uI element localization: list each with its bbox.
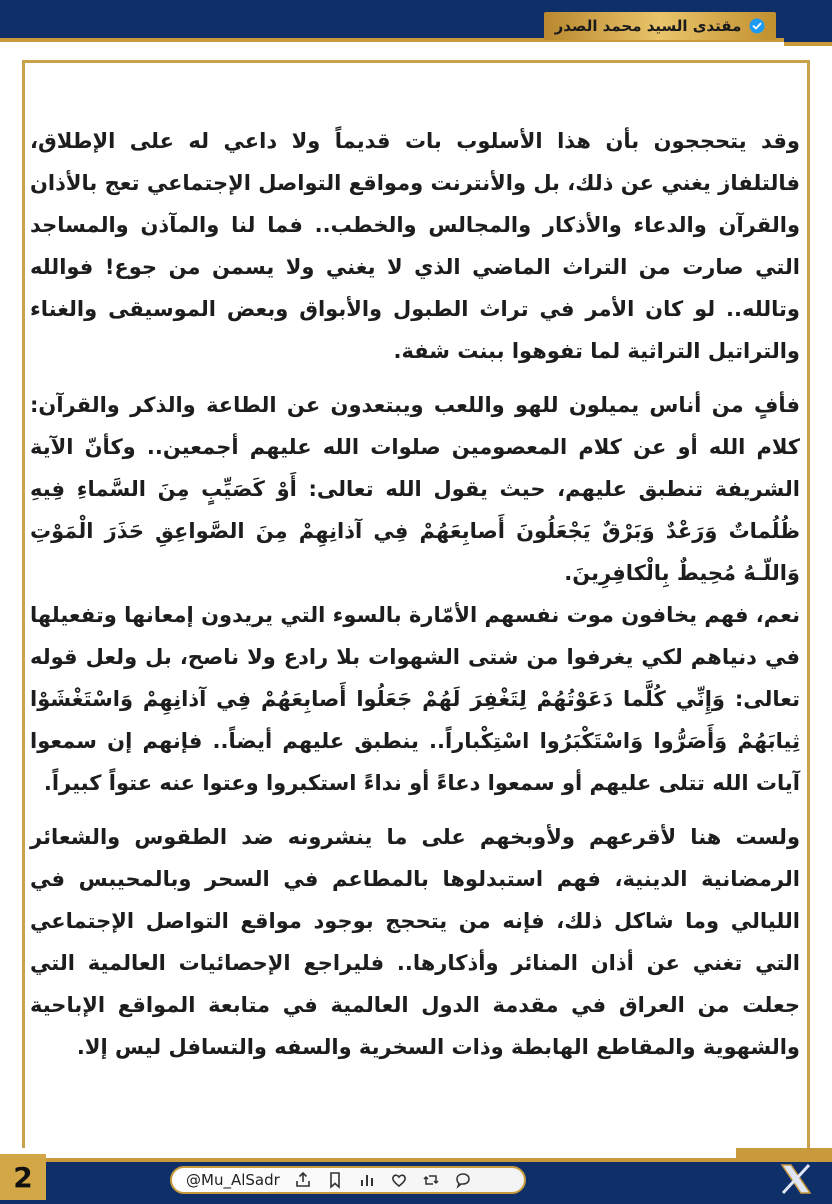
top-right-corner	[784, 0, 832, 46]
paragraph-1: وقد يتحججون بأن هذا الأسلوب بات قديماً ولا داعي له على الإطلاق، فالتلفاز يغني عن ذلك، بل والأنترنت ومواقع التواصل الإجتماعي تعج بالأذان والقرآن والدعاء والأذكار والمجالس والخطب.. فما لنا والمآذن والمساجد التي صارت من التراث الماضي الذي لا يغني ولا يسمن من جوع! فوالله وتالله.. لو كان الأمر في تراث الطبول والأبواق وبعض الموسيقى والغناء والتراتيل التراثية لما تفوهوا ببنت شفة.	[30, 129, 800, 363]
account-name: مقتدى السيد محمد الصدر	[554, 17, 742, 35]
like-icon[interactable]	[390, 1171, 408, 1189]
share-icon[interactable]	[294, 1171, 312, 1189]
stats-icon[interactable]	[358, 1171, 376, 1189]
paragraph-2: فأفٍ من أناس يميلون للهو واللعب ويبتعدون عن الطاعة والذكر والقرآن: كلام الله أو عن كلام المعصومين صلوات الله عليهم أجمعين.. وكأنّ الآية الشريفة تنطبق عليهم، حيث يقول الله تعالى: أَوْ كَصَيِّبٍ مِنَ السَّماءِ فِيهِ ظُلُماتٌ وَرَعْدٌ وَبَرْقٌ يَجْعَلُونَ أَصابِعَهُمْ فِي آذانِهِمْ مِنَ الصَّواعِقِ حَذَرَ الْمَوْتِ وَاللّـهُ مُحِيطٌ بِالْكافِرِينَ.	[30, 393, 800, 585]
bottom-gold-accent	[736, 1148, 832, 1158]
paragraph-4: ولست هنا لأقرعهم ولأوبخهم على ما ينشرونه ضد الطقوس والشعائر الرمضانية الدينية، فهم استبدلوها بالمطاعم في السحر وبالمحيبس في الليالي وما شاكل ذلك، فإنه من يتحجج بوجود مواقع التواصل الإجتماعي التي تغني عن أذان المنائر وأذكارها.. فليراجع الإحصائيات العالمية التي جعلت من العراق في مقدمة الدول العالمية في متابعة المواقع الإباحية والشهوية والمقاطع الهابطة وذات السخرية والسفه والتسافل ليس إلا.	[30, 825, 800, 1059]
bookmark-icon[interactable]	[326, 1171, 344, 1189]
reply-icon[interactable]	[454, 1171, 472, 1189]
page-number-box	[0, 1154, 46, 1200]
social-handle-pill	[170, 1166, 526, 1194]
account-name-badge	[544, 12, 776, 40]
x-logo-icon	[778, 1162, 814, 1196]
paragraph-3: نعم، فهم يخافون موت نفسهم الأمّارة بالسوء التي يريدون إمعانها وتفعيلها في دنياهم لكي يغرفوا من شتى الشهوات بلا رادع ولا ناصح، بل ولعل قوله تعالى: وَإِنِّي كُلَّما دَعَوْتُهُمْ لِتَغْفِرَ لَهُمْ جَعَلُوا أَصابِعَهُمْ فِي آذانِهِمْ وَاسْتَغْشَوْا ثِيابَهُمْ وَأَصَرُّوا وَاسْتَكْبَرُوا اسْتِكْباراً.. ينطبق عليهم أيضاً.. فإنهم إن سمعوا آيات الله تتلى عليهم أو سمعوا دعاءً أو نداءً استكبروا وعتوا عنه عتواً كبيراً.	[30, 603, 800, 795]
page-number: 2	[13, 1160, 33, 1194]
retweet-icon[interactable]	[422, 1171, 440, 1189]
account-handle[interactable]: @Mu_AlSadr	[186, 1171, 280, 1189]
verified-badge-icon	[749, 18, 765, 34]
article-body	[30, 120, 800, 1068]
